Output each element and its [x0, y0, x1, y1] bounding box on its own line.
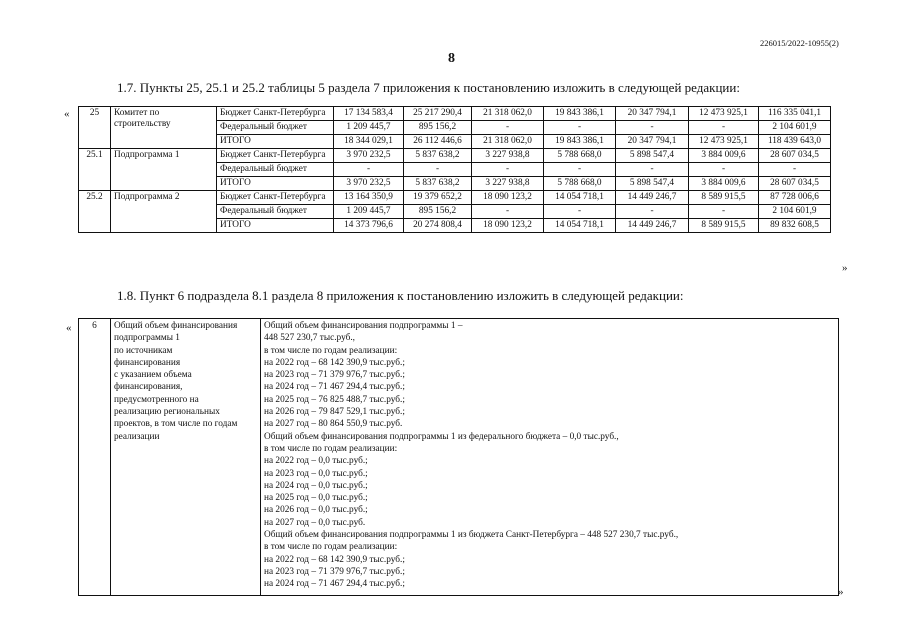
- amount-cell: 26 112 446,6: [404, 135, 472, 149]
- amount-cell: 116 335 041,1: [759, 107, 831, 121]
- item-number: 25.2: [79, 191, 111, 233]
- subprogram-table: [78, 318, 839, 596]
- amount-cell: 87 728 006,6: [759, 191, 831, 205]
- amount-cell: 18 090 123,2: [472, 219, 544, 233]
- funding-source: ИТОГО: [217, 135, 334, 149]
- financing-line: на 2027 год – 0,0 тыс.руб.: [264, 517, 366, 528]
- amount-cell: 3 970 232,5: [334, 149, 404, 163]
- table-row: [79, 149, 831, 163]
- amount-cell: 12 473 925,1: [689, 135, 759, 149]
- description-line: подпрограммы 1: [114, 333, 180, 344]
- financing-line: на 2022 год – 68 142 390,9 тыс.руб.;: [264, 357, 405, 368]
- amount-cell: 21 318 062,0: [472, 135, 544, 149]
- amount-cell: 20 274 808,4: [404, 219, 472, 233]
- amount-cell: 14 449 246,7: [616, 219, 689, 233]
- amount-cell: -: [544, 163, 616, 177]
- amount-cell: -: [472, 163, 544, 177]
- amount-cell: 8 589 915,5: [689, 219, 759, 233]
- financing-line: в том числе по годам реализации:: [264, 345, 398, 356]
- amount-cell: 895 156,2: [404, 121, 472, 135]
- financing-line: Общий объем финансирования подпрограммы 1 из бюджета Санкт-Петербурга – 448 527 230,7 тыс.руб.,: [264, 530, 679, 541]
- funding-source: Бюджет Санкт-Петербурга: [217, 107, 334, 121]
- document-number: 226015/2022-10955(2): [760, 38, 839, 48]
- amount-cell: 19 843 386,1: [544, 135, 616, 149]
- close-quote-2: »: [838, 586, 844, 598]
- amount-cell: 895 156,2: [404, 205, 472, 219]
- funding-source: Бюджет Санкт-Петербурга: [217, 191, 334, 205]
- financing-line: на 2024 год – 71 467 294,4 тыс.руб.;: [264, 382, 405, 393]
- subprogram-row: [79, 319, 839, 596]
- financing-line: на 2024 год – 0,0 тыс.руб.;: [264, 480, 368, 491]
- amount-cell: 89 832 608,5: [759, 219, 831, 233]
- financing-line: на 2025 год – 76 825 488,7 тыс.руб.;: [264, 394, 405, 405]
- description-line: с указанием объема: [114, 370, 192, 381]
- amount-cell: 2 104 601,9: [759, 121, 831, 135]
- funding-source: ИТОГО: [217, 177, 334, 191]
- financing-line: на 2023 год – 71 379 976,7 тыс.руб.;: [264, 566, 405, 577]
- amount-cell: 28 607 034,5: [759, 149, 831, 163]
- financing-line: на 2025 год – 0,0 тыс.руб.;: [264, 493, 368, 504]
- amount-cell: -: [616, 163, 689, 177]
- funding-source: Бюджет Санкт-Петербурга: [217, 149, 334, 163]
- item-number: 25: [79, 107, 111, 149]
- item-name: Подпрограмма 1: [111, 149, 217, 191]
- financing-line: Общий объем финансирования подпрограммы 1 –: [264, 321, 463, 331]
- amount-cell: 3 227 938,8: [472, 177, 544, 191]
- open-quote-1: «: [64, 108, 70, 120]
- left-description: [111, 319, 261, 596]
- amount-cell: 1 209 445,7: [334, 205, 404, 219]
- amount-cell: -: [616, 205, 689, 219]
- financing-line: в том числе по годам реализации:: [264, 542, 398, 553]
- amount-cell: 3 884 009,6: [689, 177, 759, 191]
- financing-line: на 2022 год – 0,0 тыс.руб.;: [264, 456, 368, 467]
- financing-line: на 2024 год – 71 467 294,4 тыс.руб.;: [264, 579, 405, 590]
- close-quote-1: »: [842, 262, 848, 274]
- amount-cell: 18 344 029,1: [334, 135, 404, 149]
- amount-cell: 5 788 668,0: [544, 149, 616, 163]
- amount-cell: 13 164 350,9: [334, 191, 404, 205]
- right-description: [261, 319, 839, 596]
- amount-cell: -: [404, 163, 472, 177]
- amount-cell: 118 439 643,0: [759, 135, 831, 149]
- amount-cell: 14 054 718,1: [544, 191, 616, 205]
- amount-cell: 20 347 794,1: [616, 135, 689, 149]
- amount-cell: 3 227 938,8: [472, 149, 544, 163]
- financing-line: на 2026 год – 0,0 тыс.руб.;: [264, 505, 368, 516]
- financing-line: на 2022 год – 68 142 390,9 тыс.руб.;: [264, 554, 405, 565]
- item-name: Подпрограмма 2: [111, 191, 217, 233]
- item-number: 25.1: [79, 149, 111, 191]
- amount-cell: 17 134 583,4: [334, 107, 404, 121]
- amount-cell: -: [334, 163, 404, 177]
- item-name: Комитет по строительству: [111, 107, 217, 149]
- description-line: реализации: [114, 431, 160, 442]
- amount-cell: -: [689, 121, 759, 135]
- amount-cell: -: [544, 205, 616, 219]
- amount-cell: 14 054 718,1: [544, 219, 616, 233]
- amount-cell: 14 449 246,7: [616, 191, 689, 205]
- amount-cell: 1 209 445,7: [334, 121, 404, 135]
- table-row: [79, 191, 831, 205]
- amount-cell: 14 373 796,6: [334, 219, 404, 233]
- description-line: проектов, в том числе по годам: [114, 419, 238, 430]
- amount-cell: 5 898 547,4: [616, 149, 689, 163]
- description-line: финансирования: [114, 357, 181, 368]
- amount-cell: -: [544, 121, 616, 135]
- amount-cell: 5 837 638,2: [404, 177, 472, 191]
- amount-cell: -: [689, 205, 759, 219]
- financing-line: Общий объем финансирования подпрограммы 1 из федерального бюджета – 0,0 тыс.руб.,: [264, 431, 619, 442]
- amount-cell: 20 347 794,1: [616, 107, 689, 121]
- description-line: по источникам: [114, 345, 173, 356]
- amount-cell: 21 318 062,0: [472, 107, 544, 121]
- amount-cell: -: [689, 163, 759, 177]
- funding-source: Федеральный бюджет: [217, 205, 334, 219]
- table-row: [79, 107, 831, 121]
- description-line: финансирования,: [114, 382, 183, 393]
- financing-line: на 2027 год – 80 864 550,9 тыс.руб.: [264, 419, 403, 430]
- amount-cell: 5 898 547,4: [616, 177, 689, 191]
- amount-cell: 19 843 386,1: [544, 107, 616, 121]
- description-line: Общий объем финансирования: [114, 321, 238, 331]
- section-heading-1-8: 1.8. Пункт 6 подраздела 8.1 раздела 8 приложения к постановлению изложить в следующей редакции:: [117, 288, 684, 303]
- section-heading-1-7: 1.7. Пункты 25, 25.1 и 25.2 таблицы 5 раздела 7 приложения к постановлению изложить в следующей редакции:: [117, 80, 740, 95]
- funding-source: Федеральный бюджет: [217, 163, 334, 177]
- amount-cell: 18 090 123,2: [472, 191, 544, 205]
- amount-cell: 8 589 915,5: [689, 191, 759, 205]
- financing-line: на 2023 год – 71 379 976,7 тыс.руб.;: [264, 370, 405, 381]
- open-quote-2: «: [66, 322, 72, 334]
- amount-cell: 28 607 034,5: [759, 177, 831, 191]
- amount-cell: 5 837 638,2: [404, 149, 472, 163]
- description-line: предусмотренного на: [114, 394, 199, 405]
- funding-source: Федеральный бюджет: [217, 121, 334, 135]
- amount-cell: -: [472, 121, 544, 135]
- funding-source: ИТОГО: [217, 219, 334, 233]
- amount-cell: -: [616, 121, 689, 135]
- amount-cell: 25 217 290,4: [404, 107, 472, 121]
- description-line: реализацию региональных: [114, 407, 220, 418]
- financing-line: на 2026 год – 79 847 529,1 тыс.руб.;: [264, 407, 405, 418]
- page-number: 8: [448, 51, 455, 66]
- amount-cell: -: [759, 163, 831, 177]
- financing-line: на 2023 год – 0,0 тыс.руб.;: [264, 468, 368, 479]
- amount-cell: 3 884 009,6: [689, 149, 759, 163]
- amount-cell: 19 379 652,2: [404, 191, 472, 205]
- amount-cell: 2 104 601,9: [759, 205, 831, 219]
- amount-cell: 3 970 232,5: [334, 177, 404, 191]
- amount-cell: 5 788 668,0: [544, 177, 616, 191]
- financing-line: в том числе по годам реализации:: [264, 443, 398, 454]
- financing-line: 448 527 230,7 тыс.руб.,: [264, 333, 355, 344]
- row-number: 6: [79, 319, 111, 596]
- amount-cell: -: [472, 205, 544, 219]
- financing-table: [78, 106, 831, 233]
- amount-cell: 12 473 925,1: [689, 107, 759, 121]
